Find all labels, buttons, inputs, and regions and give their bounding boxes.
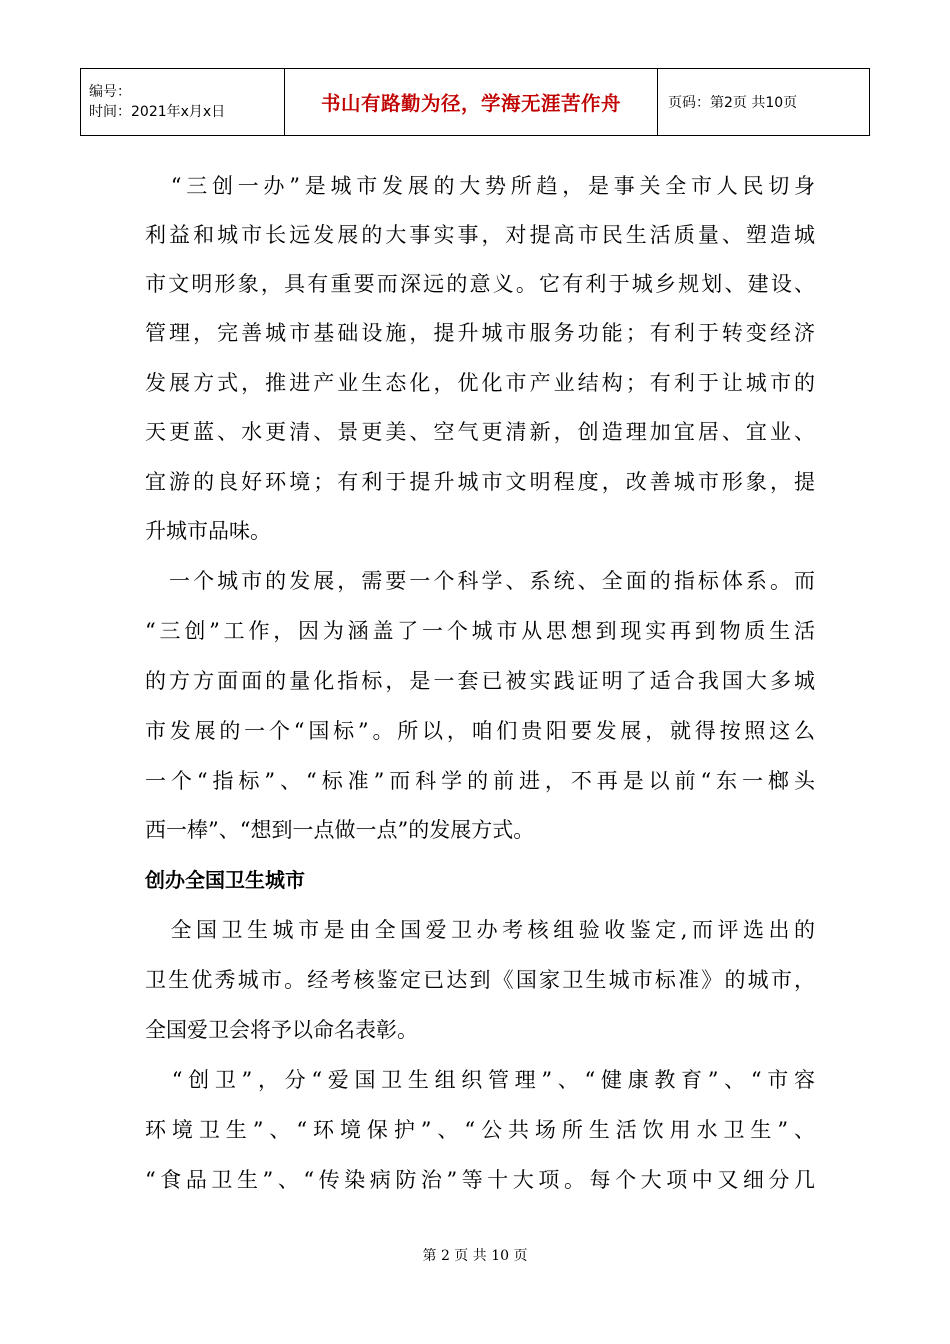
section-line: 全国卫生城市是由全国爱卫办考核组验收鉴定,而评选出的 — [145, 918, 815, 942]
body-line: 宜游的良好环境；有利于提升城市文明程度，改善城市形象，提 — [145, 470, 815, 494]
header-page-cell — [658, 69, 870, 136]
document-header — [80, 68, 870, 136]
body-line: 利益和城市长远发展的大事实事，对提高市民生活质量、塑造城 — [145, 223, 815, 247]
serial-number-label: 编号： — [89, 84, 131, 100]
body-line: 市文明形象，具有重要而深远的意义。它有利于城乡规划、建设、 — [145, 272, 815, 296]
body-line: 的方方面面的量化指标，是一套已被实践证明了适合我国大多城 — [145, 669, 815, 693]
header-meta-cell — [81, 69, 285, 136]
body-line: 一个“指标”、“标准”而科学的前进，不再是以前“东一榔头 — [145, 769, 815, 793]
section-line: 环境卫生”、“环境保护”、“公共场所生活饮用水卫生”、 — [145, 1118, 815, 1142]
motto: 书山有路勤为径，学海无涯苦作舟 — [320, 92, 621, 115]
body-line: 管理，完善城市基础设施，提升城市服务功能；有利于转变经济 — [145, 321, 815, 345]
date-line: 时间：2021年x月x日 — [89, 104, 226, 120]
body-line: 升城市品味。 — [145, 519, 271, 543]
page-info: 页码：第2页 共10页 — [668, 95, 798, 111]
body-line: 天更蓝、水更清、景更美、空气更清新，创造理加宜居、宜业、 — [145, 420, 815, 444]
body-line: 西一棒”、“想到一点做一点”的发展方式。 — [145, 818, 535, 842]
section-line: 全国爱卫会将予以命名表彰。 — [145, 1018, 418, 1042]
body-line: “三创”工作，因为涵盖了一个城市从思想到现实再到物质生活 — [145, 619, 815, 643]
header-motto-cell — [285, 69, 658, 136]
body-line: 市发展的一个“国标”。所以，咱们贵阳要发展，就得按照这么 — [145, 719, 815, 743]
body-line: 发展方式，推进产业生态化，优化市产业结构；有利于让城市的 — [145, 371, 815, 395]
section-line: 卫生优秀城市。经考核鉴定已达到《国家卫生城市标准》的城市， — [145, 968, 815, 992]
section-line: “创卫”，分“爱国卫生组织管理”、“健康教育”、“市容 — [145, 1068, 815, 1092]
section-line: “食品卫生”、“传染病防治”等十大项。每个大项中又细分几 — [145, 1168, 815, 1192]
body-line: 一个城市的发展，需要一个科学、系统、全面的指标体系。而 — [145, 569, 815, 593]
section-heading: 创办全国卫生城市 — [145, 868, 305, 892]
body-line: “三创一办”是城市发展的大势所趋，是事关全市人民切身 — [145, 174, 815, 198]
page-footer: 第 2 页 共 10 页 — [422, 1248, 528, 1264]
